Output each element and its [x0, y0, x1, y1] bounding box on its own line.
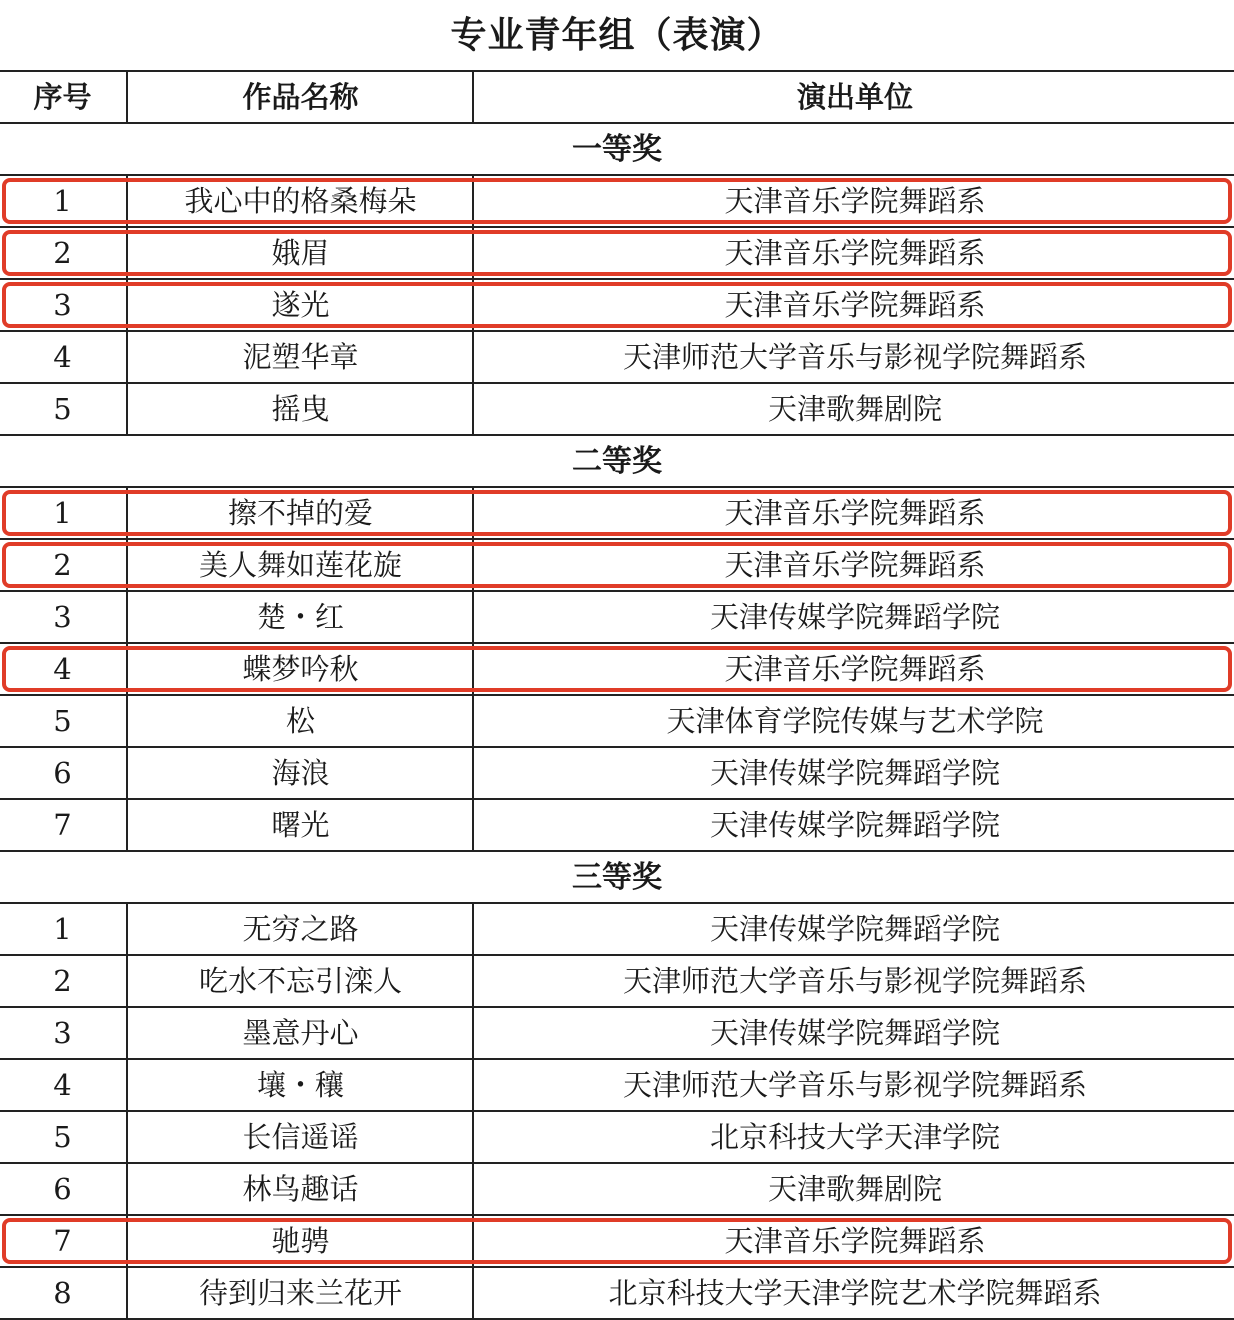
table-row	[0, 228, 1234, 280]
cell-no: 5	[53, 704, 72, 738]
cell-work-name: 摇曳	[126, 384, 473, 434]
table-row	[0, 592, 1234, 644]
cell-no: 1	[53, 496, 72, 530]
cell-performing-unit: 天津传媒学院舞蹈学院	[472, 1008, 1234, 1058]
cell-performing-unit: 天津音乐学院舞蹈系	[472, 176, 1234, 226]
cell-no: 3	[53, 1016, 72, 1050]
cell-work-name: 我心中的格桑梅朵	[126, 176, 473, 226]
cell-no: 5	[53, 1120, 72, 1154]
cell-performing-unit: 天津歌舞剧院	[472, 384, 1234, 434]
cell-work-name: 蝶梦吟秋	[126, 644, 473, 694]
section-row	[0, 436, 1234, 488]
cell-work-name: 松	[126, 696, 473, 746]
cell-performing-unit: 天津歌舞剧院	[472, 1164, 1234, 1214]
cell-work-name: 林鸟趣话	[126, 1164, 473, 1214]
section-row	[0, 124, 1234, 176]
cell-work-name: 墨意丹心	[126, 1008, 473, 1058]
page-title: 专业青年组（表演）	[450, 15, 784, 56]
table-row	[0, 1060, 1234, 1112]
cell-no: 3	[53, 288, 72, 322]
cell-no: 6	[53, 756, 72, 790]
cell-performing-unit: 天津师范大学音乐与影视学院舞蹈系	[472, 956, 1234, 1006]
cell-no: 1	[53, 184, 72, 218]
cell-work-name: 曙光	[126, 800, 473, 850]
cell-no: 2	[53, 964, 72, 998]
table-row	[0, 800, 1234, 852]
cell-no: 7	[53, 808, 72, 842]
table-row	[0, 488, 1234, 540]
cell-no: 6	[53, 1172, 72, 1206]
header-unit: 演出单位	[472, 72, 1234, 122]
cell-work-name: 泥塑华章	[126, 332, 473, 382]
cell-no: 2	[53, 236, 72, 270]
table-row	[0, 540, 1234, 592]
cell-no: 8	[53, 1276, 72, 1310]
cell-performing-unit: 天津音乐学院舞蹈系	[472, 228, 1234, 278]
table-row	[0, 644, 1234, 696]
cell-performing-unit: 天津传媒学院舞蹈学院	[472, 800, 1234, 850]
cell-performing-unit: 天津师范大学音乐与影视学院舞蹈系	[472, 332, 1234, 382]
cell-performing-unit: 天津传媒学院舞蹈学院	[472, 748, 1234, 798]
cell-no: 1	[53, 912, 72, 946]
section-label: 二等奖	[572, 444, 662, 479]
table-row	[0, 280, 1234, 332]
cell-performing-unit: 天津音乐学院舞蹈系	[472, 644, 1234, 694]
cell-work-name: 待到归来兰花开	[126, 1268, 473, 1318]
table-row	[0, 748, 1234, 800]
section-label: 三等奖	[572, 860, 662, 895]
table-row	[0, 956, 1234, 1008]
cell-no: 4	[53, 652, 72, 686]
cell-no: 3	[53, 600, 72, 634]
cell-work-name: 海浪	[126, 748, 473, 798]
cell-no: 2	[53, 548, 72, 582]
cell-work-name: 驰骋	[126, 1216, 473, 1266]
cell-work-name: 楚・红	[126, 592, 473, 642]
table-row	[0, 384, 1234, 436]
table-row	[0, 696, 1234, 748]
table-row	[0, 1216, 1234, 1268]
cell-performing-unit: 天津体育学院传媒与艺术学院	[472, 696, 1234, 746]
header-name: 作品名称	[126, 72, 473, 122]
cell-work-name: 美人舞如莲花旋	[126, 540, 473, 590]
cell-performing-unit: 天津师范大学音乐与影视学院舞蹈系	[472, 1060, 1234, 1110]
cell-work-name: 擦不掉的爱	[126, 488, 473, 538]
table-row	[0, 1164, 1234, 1216]
header-no: 序号	[33, 80, 92, 114]
cell-performing-unit: 天津音乐学院舞蹈系	[472, 280, 1234, 330]
cell-no: 5	[53, 392, 72, 426]
cell-no: 4	[53, 340, 72, 374]
table-row	[0, 1112, 1234, 1164]
cell-work-name: 壤・穰	[126, 1060, 473, 1110]
section-row	[0, 852, 1234, 904]
cell-performing-unit: 天津传媒学院舞蹈学院	[472, 592, 1234, 642]
table-row	[0, 904, 1234, 956]
cell-work-name: 遂光	[126, 280, 473, 330]
table-row	[0, 332, 1234, 384]
cell-performing-unit: 天津传媒学院舞蹈学院	[472, 904, 1234, 954]
cell-work-name: 长信遥谣	[126, 1112, 473, 1162]
table-row	[0, 1268, 1234, 1320]
cell-performing-unit: 北京科技大学天津学院艺术学院舞蹈系	[472, 1268, 1234, 1318]
cell-work-name: 无穷之路	[126, 904, 473, 954]
cell-no: 4	[53, 1068, 72, 1102]
table-row	[0, 1008, 1234, 1060]
cell-performing-unit: 北京科技大学天津学院	[472, 1112, 1234, 1162]
table-header-row	[0, 72, 1234, 124]
table-row	[0, 176, 1234, 228]
cell-performing-unit: 天津音乐学院舞蹈系	[472, 1216, 1234, 1266]
cell-performing-unit: 天津音乐学院舞蹈系	[472, 540, 1234, 590]
cell-work-name: 吃水不忘引滦人	[126, 956, 473, 1006]
cell-work-name: 娥眉	[126, 228, 473, 278]
cell-no: 7	[53, 1224, 72, 1258]
award-table	[0, 70, 1234, 1320]
section-label: 一等奖	[572, 132, 662, 167]
cell-performing-unit: 天津音乐学院舞蹈系	[472, 488, 1234, 538]
